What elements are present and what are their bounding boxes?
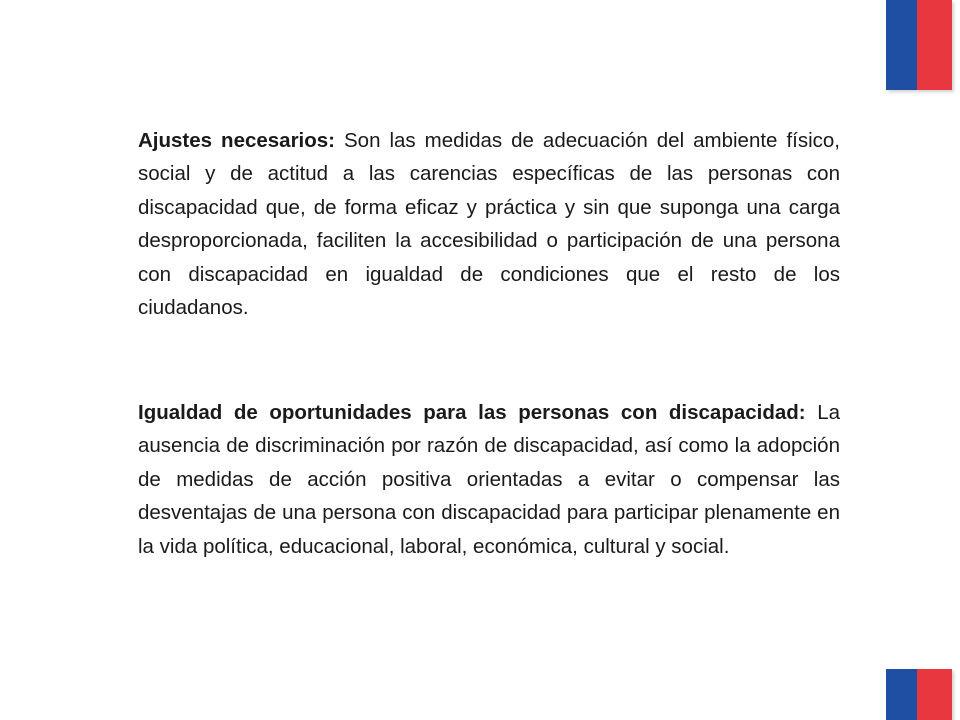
flag-decoration-bottom	[886, 669, 952, 720]
flag-decoration-top	[886, 0, 952, 90]
definition-text: Son las medidas de adecuación del ambiente físico, social y de actitud a las carencias específicas de las personas con discapacidad que, de forma eficaz y práctica y sin que suponga una carga desproporcionada, faciliten la accesibilidad o participación de una persona con discapacidad en igualdad de condiciones que el resto de los ciudadanos.	[138, 129, 840, 320]
definition-text: La ausencia de discriminación por razón de discapacidad, así como la adopción de medidas de acción positiva orientadas a evitar o compensar las desventajas de una persona con discapacidad para participar plenamente en la vida política, educacional, laboral, económica, cultural y social.	[138, 401, 841, 558]
definition-term: Ajustes necesarios:	[138, 129, 335, 152]
definition-ajustes-necesarios	[138, 124, 840, 324]
flag-stripe-blue	[886, 669, 917, 720]
definition-igualdad-de-oportunidades	[138, 396, 840, 563]
definition-term: Igualdad de oportunidades para las personas con discapacidad:	[138, 401, 806, 424]
flag-stripe-red	[917, 669, 952, 720]
flag-stripe-red	[917, 0, 952, 90]
flag-stripe-blue	[886, 0, 917, 90]
